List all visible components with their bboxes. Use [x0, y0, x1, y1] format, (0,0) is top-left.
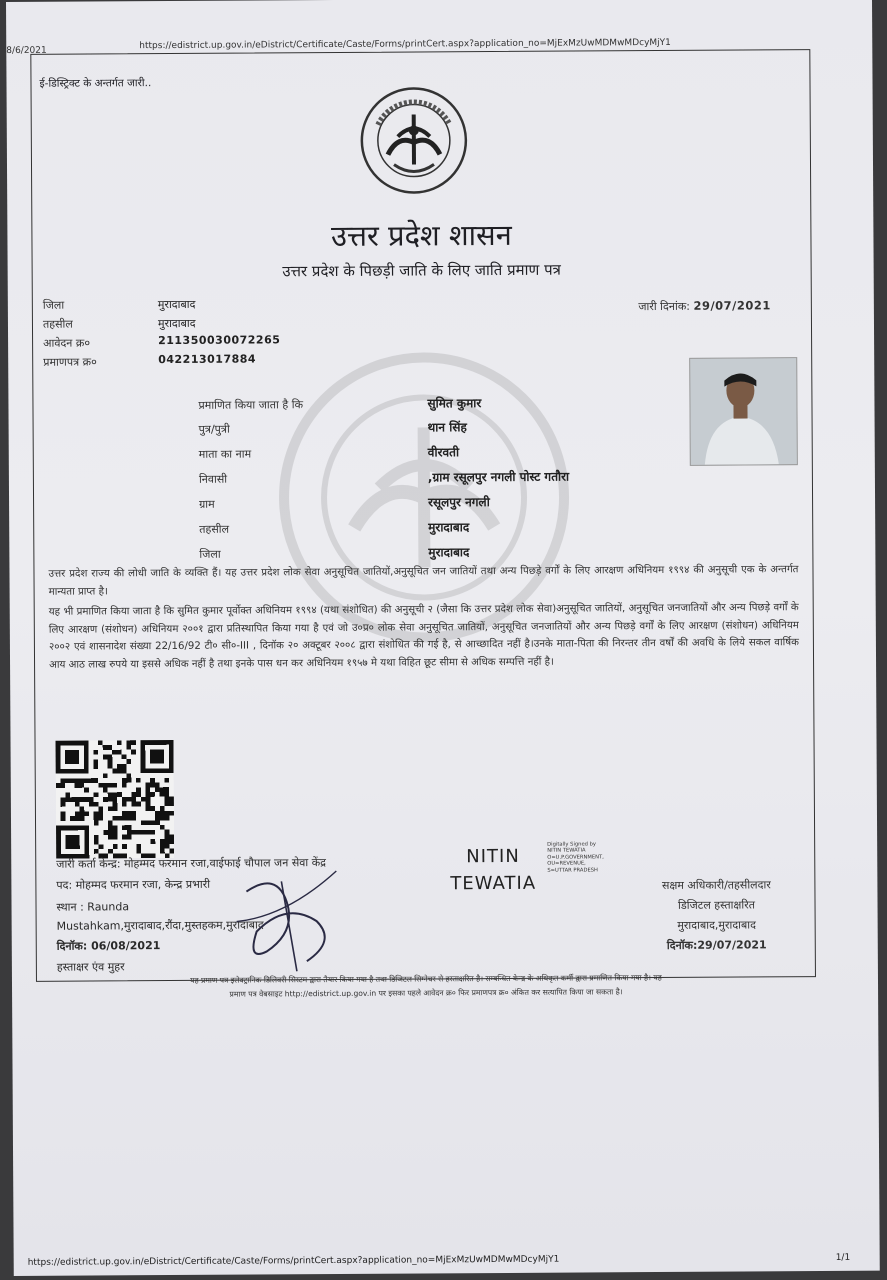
print-url: https://edistrict.up.gov.in/eDistrict/Certificate/Caste/Forms/printCert.aspx?application_no=MjExMzUwMDMwMDcyMjY1 — [139, 37, 671, 52]
issuer-post: पद: मोहम्मद फरमान रजा, केन्द्र प्रभारी — [56, 877, 211, 892]
caste-statement: उत्तर प्रदेश राज्य की लोधी जाति के व्यक्ति हैं। यह उत्तर प्रदेश लोक सेवा अनुसूचित जातियों,अनुसूचित जन जातियों तथा अन्य पिछड़े वर्गों के लिए आरक्षण अधिनियम १९९४ की अनुसूची एक के अन्तर्गत मान्यता प्राप्त है। — [48, 564, 799, 598]
district-value: मुरादाबाद — [157, 297, 196, 312]
print-date: 8/6/2021 — [6, 45, 47, 56]
detail-label-village: ग्राम — [199, 497, 215, 511]
edistrict-header: ई-डिस्ट्रिक्ट के अन्तर्गत जारी.. — [39, 77, 152, 90]
detail-label-mother: माता का नाम — [198, 447, 252, 461]
detail-value-resident: ,ग्राम रसूलपुर नगली पोस्ट गतौरा — [427, 469, 570, 485]
application-number-value: 211350030072265 — [158, 333, 281, 348]
detail-label-parent: पुत्र/पुत्री — [198, 422, 230, 436]
certificate-title: उत्तर प्रदेश शासन — [330, 217, 512, 254]
qr-code — [56, 740, 175, 859]
print-footer-url: https://edistrict.up.gov.in/eDistrict/Certificate/Caste/Forms/printCert.aspx?application_no=MjExMzUwMDMwMDcyMjY1 — [27, 1254, 560, 1268]
tehsil-value: मुरादाबाद — [157, 316, 196, 331]
footer-note-2: प्रमाण पत्र वेबसाइट http://edistrict.up.gov.in पर इसका पहले आवेदन क्र० फिर प्रमाणपत्र क्र० अंकित कर सत्यापित किया जा सकता है। — [229, 987, 623, 999]
person-photo-icon — [690, 358, 797, 465]
issue-date — [638, 298, 771, 314]
issuer-date: दिनॉक: 06/08/2021 — [56, 939, 161, 953]
detail-value-district: मुरादाबाद — [428, 545, 470, 560]
certificate-number-label: प्रमाणपत्र क्र० — [43, 355, 97, 369]
detail-label-district: जिला — [199, 547, 221, 561]
officer-date: दिनॉक:29/07/2021 — [666, 938, 767, 952]
issue-date-label: जारी दिनांक: — [638, 299, 690, 314]
up-government-emblem — [358, 84, 471, 197]
digital-signature-last-name: TEWATIA — [450, 872, 537, 895]
signature-and-seal-label: हस्ताक्षर एंव मुहर — [56, 960, 125, 974]
detail-label-tehsil: तहसील — [199, 522, 230, 536]
digital-signature-details: Digitally Signed by NITIN TEWATIA O=U.P.GOVERNMENT, OU=REVENUE, S=UTTAR PRADESH — [547, 841, 604, 874]
footer-note-1: यह प्रमाण पत्र इलेक्ट्रानिक डिलिवरी सिस्टम द्वारा तैयार किया गया है तथा डिजिटल सिग्नेचर से हस्ताक्षरित है। सम्बन्धित केन्द्र के अधिकृत कर्मी द्वारा प्रमाणित किया गया है। यह — [190, 973, 662, 985]
handwritten-signature — [226, 861, 347, 982]
applicant-photo — [689, 357, 798, 466]
district-label: जिला — [42, 298, 65, 312]
issue-date-value: 29/07/2021 — [693, 298, 771, 313]
digital-signature-first-name: NITIN — [466, 845, 520, 868]
issuing-center: जारी कर्ता केन्द्र: मोहम्मद फरमान रजा,वाईफाई चौपाल जन सेवा केंद्र — [56, 856, 327, 871]
detail-value-name: सुमित कुमार — [427, 396, 482, 411]
issuer-place-value: Mustahkam,मुरादाबाद,रौंदा,मुस्तहकम,मुरादाबाद — [56, 918, 264, 933]
detail-label-resident: निवासी — [198, 472, 228, 486]
eligibility-statement: यह भी प्रमाणित किया जाता है कि सुमित कुमार पूर्वोक्त अधिनियम १९९४ (यथा संशोधित) की अनुसूची २ (जैसा कि उत्तर प्रदेश लोक सेवा)अनुसूचित जातियों, अनुसूचित जनजातियों और अन्य पिछड़े वर्गों के लिए आरक्षण (संशोधन) अधिनियम २००१ द्वारा प्रतिस्थापित किया गया है एवं जो उ०प्र० लोक सेवा अनुसूचित जातियों, अनुसूचित जनजातियों और अन्य पिछड़े वर्गों के लिए आरक्षण (संशोधन) अधिनियम २००२ एवं शासनादेश संख्या 22/16/92 टी० सी०-III , दिनॉक २० अक्टूबर २००८ द्वारा संशोधित की गई है, से आच्छादित नहीं है।उनके माता-पिता की निरन्तर तीन वर्षों की अवधि के लिये सकल वार्षिक आय आठ लाख रुपये या इससे अधिक नहीं है तथा इनके पास धन कर अधिनियम १९५७ मे यथा विहित छूट सीमा से अधिक सम्पत्ति नहीं है। — [48, 602, 799, 671]
detail-value-tehsil: मुरादाबाद — [428, 520, 470, 535]
application-number-label: आवेदन क्र० — [43, 336, 91, 350]
print-page-number: 1/1 — [835, 1252, 851, 1263]
certificate-number-value: 042213017884 — [158, 352, 257, 367]
printed-page — [6, 0, 880, 1276]
detail-label-certified: प्रमाणित किया जाता है कि — [198, 398, 304, 412]
tehsil-label: तहसील — [42, 317, 73, 331]
detail-value-village: रसूलपुर नगली — [428, 495, 490, 510]
detail-value-parent: थान सिंह — [427, 420, 467, 435]
officer-designation: सक्षम अधिकारी/तहसीलदार — [661, 878, 771, 893]
officer-location: मुरादाबाद,मुरादाबाद — [677, 918, 757, 932]
certificate-frame — [30, 49, 816, 999]
issuer-place-label: स्थान : Raunda — [56, 900, 130, 914]
certificate-subtitle: उत्तर प्रदेश के पिछड़ी जाति के लिए जाति प्रमाण पत्र — [282, 260, 561, 281]
detail-value-mother: वीरवती — [427, 445, 460, 460]
officer-digitally-signed: डिजिटल हस्ताक्षरित — [677, 898, 756, 912]
